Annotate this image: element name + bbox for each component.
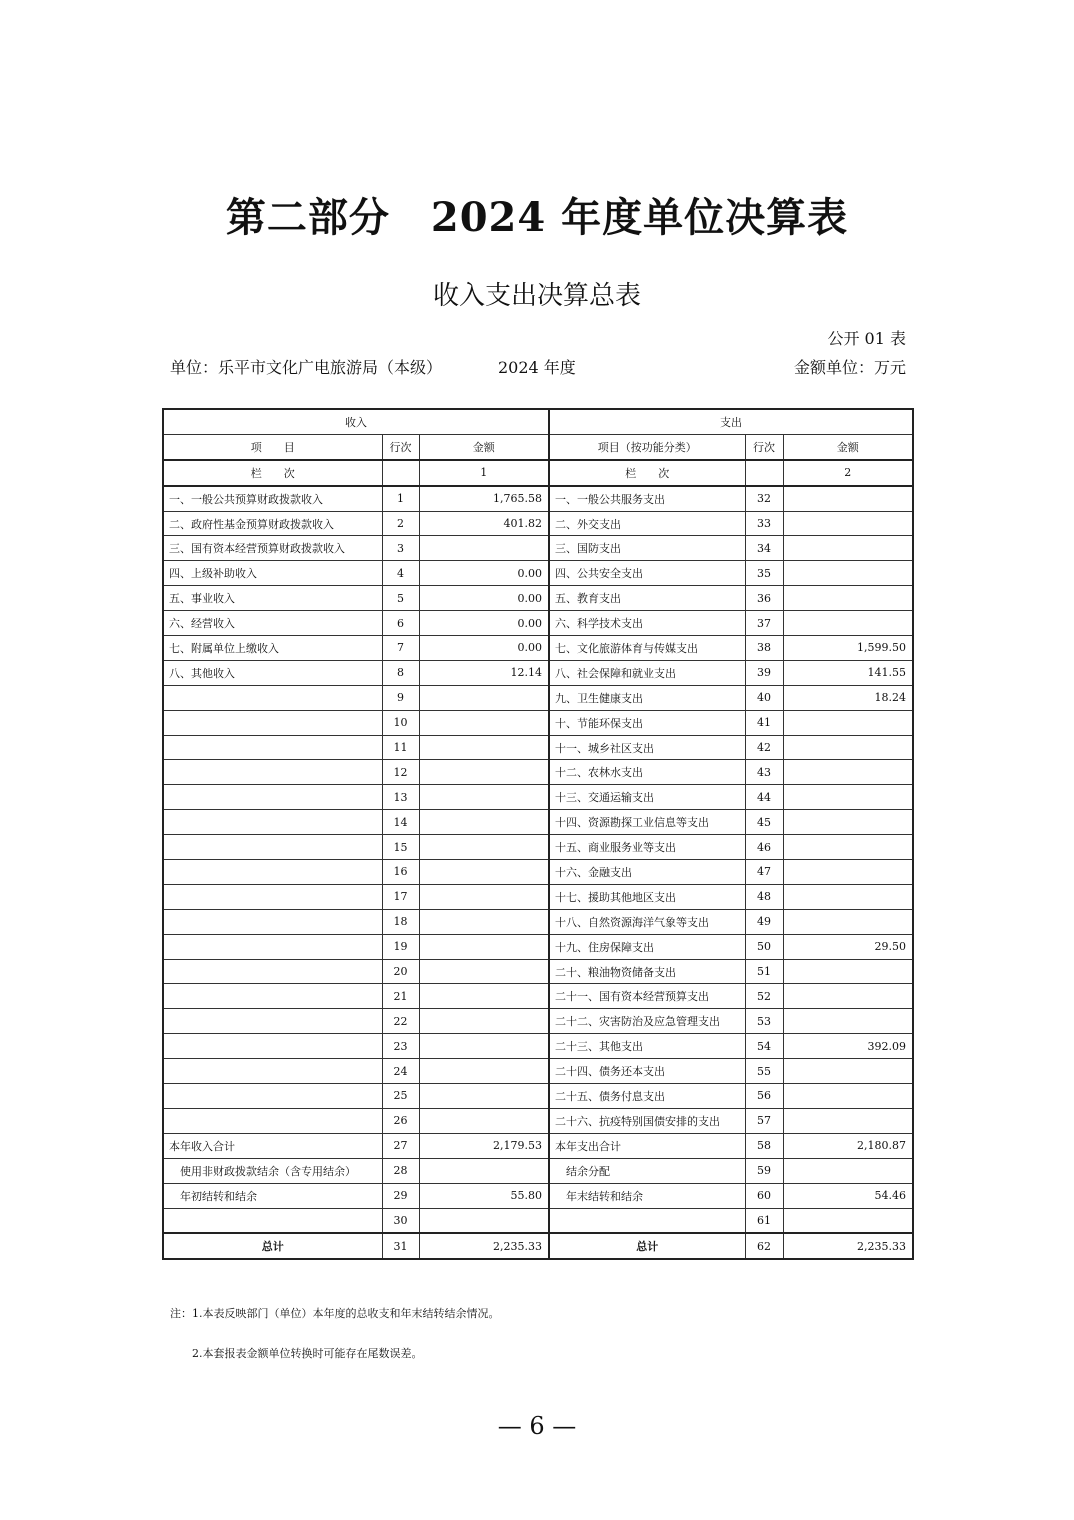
table-row	[163, 1059, 913, 1084]
expense-item: 十八、自然资源海洋气象等支出	[549, 909, 745, 934]
income-item: 二、政府性基金预算财政拨款收入	[163, 511, 382, 536]
expense-item: 九、卫生健康支出	[549, 685, 745, 710]
table-row	[163, 810, 913, 835]
income-amount: 12.14	[419, 660, 549, 685]
income-item	[163, 984, 382, 1009]
income-rowno: 23	[382, 1034, 419, 1059]
income-item: 五、事业收入	[163, 586, 382, 611]
income-amount: 401.82	[419, 511, 549, 536]
income-amount	[419, 760, 549, 785]
income-rowno: 8	[382, 660, 419, 685]
income-item: 本年收入合计	[163, 1133, 382, 1158]
expense-amount: 29.50	[783, 934, 913, 959]
income-rowno: 15	[382, 835, 419, 860]
income-item	[163, 760, 382, 785]
expense-item: 十二、农林水支出	[549, 760, 745, 785]
expense-item: 二十四、债务还本支出	[549, 1059, 745, 1084]
expense-col-label: 栏 次	[549, 460, 745, 486]
expense-amount	[783, 835, 913, 860]
page-number: — 6 —	[497, 1412, 577, 1440]
income-total-label: 总计	[163, 1233, 382, 1259]
expense-item: 十五、商业服务业等支出	[549, 835, 745, 860]
income-amount	[419, 810, 549, 835]
income-rowno: 11	[382, 735, 419, 760]
income-amount	[419, 959, 549, 984]
income-amount	[419, 1059, 549, 1084]
table-row	[163, 760, 913, 785]
income-item	[163, 909, 382, 934]
income-item	[163, 1108, 382, 1133]
expense-item: 四、公共安全支出	[549, 561, 745, 586]
income-rowno: 19	[382, 934, 419, 959]
income-amount	[419, 1158, 549, 1183]
income-rowno: 20	[382, 959, 419, 984]
expense-item: 二十一、国有资本经营预算支出	[549, 984, 745, 1009]
fiscal-year: 2024 年度	[498, 358, 576, 377]
income-rowno: 1	[382, 486, 419, 511]
table-body	[163, 486, 913, 1234]
table-row	[163, 685, 913, 710]
expense-item: 二十、粮油物资储备支出	[549, 959, 745, 984]
table-row	[163, 536, 913, 561]
table-row	[163, 984, 913, 1009]
income-item: 八、其他收入	[163, 660, 382, 685]
expense-amount: 18.24	[783, 685, 913, 710]
income-col-blank	[382, 460, 419, 486]
income-amount	[419, 1084, 549, 1109]
expense-rowno-header: 行次	[745, 434, 783, 459]
income-header: 收入	[163, 409, 549, 434]
expense-amount	[783, 1208, 913, 1233]
expense-total-rowno: 62	[745, 1233, 783, 1259]
table-row	[163, 636, 913, 661]
income-item	[163, 685, 382, 710]
table-row	[163, 1009, 913, 1034]
unit-label: 单位：乐平市文化广电旅游局（本级）	[170, 358, 443, 377]
income-rowno: 28	[382, 1158, 419, 1183]
income-rowno: 27	[382, 1133, 419, 1158]
expense-item	[549, 1208, 745, 1233]
expense-amount	[783, 909, 913, 934]
expense-rowno: 32	[745, 486, 783, 511]
income-rowno: 16	[382, 860, 419, 885]
expense-rowno: 43	[745, 760, 783, 785]
expense-item: 五、教育支出	[549, 586, 745, 611]
income-rowno: 25	[382, 1084, 419, 1109]
income-amount	[419, 1208, 549, 1233]
income-item	[163, 1009, 382, 1034]
expense-rowno: 45	[745, 810, 783, 835]
table-row	[163, 785, 913, 810]
income-amount	[419, 685, 549, 710]
table-row	[163, 934, 913, 959]
income-rowno: 9	[382, 685, 419, 710]
income-amount: 0.00	[419, 586, 549, 611]
income-amount: 0.00	[419, 611, 549, 636]
table-title: 收入支出决算总表	[432, 281, 641, 311]
table-row	[163, 1133, 913, 1158]
expense-rowno: 37	[745, 611, 783, 636]
expense-rowno: 42	[745, 735, 783, 760]
income-rowno: 2	[382, 511, 419, 536]
expense-item: 十、节能环保支出	[549, 710, 745, 735]
income-item: 四、上级补助收入	[163, 561, 382, 586]
expense-item: 二十二、灾害防治及应急管理支出	[549, 1009, 745, 1034]
income-expense-table	[162, 408, 914, 1260]
income-amount: 0.00	[419, 636, 549, 661]
expense-total-amount: 2,235.33	[783, 1233, 913, 1259]
expense-amount	[783, 561, 913, 586]
expense-col-index: 2	[783, 460, 913, 486]
group-header-row	[163, 409, 913, 434]
income-amount: 1,765.58	[419, 486, 549, 511]
income-amount	[419, 934, 549, 959]
expense-rowno: 35	[745, 561, 783, 586]
table-row	[163, 710, 913, 735]
income-amount	[419, 909, 549, 934]
expense-rowno: 47	[745, 860, 783, 885]
income-item: 六、经营收入	[163, 611, 382, 636]
expense-item: 十七、援助其他地区支出	[549, 884, 745, 909]
income-rowno: 24	[382, 1059, 419, 1084]
income-rowno: 7	[382, 636, 419, 661]
income-rowno: 4	[382, 561, 419, 586]
income-item: 年初结转和结余	[163, 1183, 382, 1208]
income-amount-header: 金额	[419, 434, 549, 459]
income-item: 使用非财政拨款结余（含专用结余）	[163, 1158, 382, 1183]
income-rowno-header: 行次	[382, 434, 419, 459]
expense-item: 二、外交支出	[549, 511, 745, 536]
income-total-amount: 2,235.33	[419, 1233, 549, 1259]
expense-item: 十六、金融支出	[549, 860, 745, 885]
table-row	[163, 1158, 913, 1183]
table-row	[163, 486, 913, 511]
table-row	[163, 884, 913, 909]
expense-rowno: 46	[745, 835, 783, 860]
income-amount	[419, 536, 549, 561]
income-rowno: 3	[382, 536, 419, 561]
expense-amount	[783, 735, 913, 760]
expense-rowno: 61	[745, 1208, 783, 1233]
table-row	[163, 860, 913, 885]
expense-item: 十九、住房保障支出	[549, 934, 745, 959]
table-row	[163, 511, 913, 536]
table-row	[163, 586, 913, 611]
expense-amount	[783, 486, 913, 511]
expense-rowno: 41	[745, 710, 783, 735]
expense-header: 支出	[549, 409, 913, 434]
expense-amount	[783, 536, 913, 561]
expense-rowno: 36	[745, 586, 783, 611]
expense-rowno: 55	[745, 1059, 783, 1084]
expense-rowno: 56	[745, 1084, 783, 1109]
expense-rowno: 40	[745, 685, 783, 710]
income-rowno: 22	[382, 1009, 419, 1034]
expense-amount: 141.55	[783, 660, 913, 685]
expense-item: 本年支出合计	[549, 1133, 745, 1158]
income-amount	[419, 884, 549, 909]
income-item	[163, 884, 382, 909]
income-item	[163, 1034, 382, 1059]
expense-rowno: 49	[745, 909, 783, 934]
page-title: 第二部分 2024 年度单位决算表	[225, 194, 849, 241]
income-rowno: 29	[382, 1183, 419, 1208]
income-item	[163, 785, 382, 810]
expense-item: 六、科学技术支出	[549, 611, 745, 636]
income-total-rowno: 31	[382, 1233, 419, 1259]
expense-item: 十一、城乡社区支出	[549, 735, 745, 760]
expense-rowno: 54	[745, 1034, 783, 1059]
income-amount	[419, 835, 549, 860]
expense-rowno: 44	[745, 785, 783, 810]
column-header-row	[163, 434, 913, 459]
income-rowno: 5	[382, 586, 419, 611]
income-item	[163, 934, 382, 959]
table-row	[163, 1084, 913, 1109]
table-row	[163, 1208, 913, 1233]
income-rowno: 13	[382, 785, 419, 810]
expense-item: 十四、资源勘探工业信息等支出	[549, 810, 745, 835]
income-amount	[419, 1034, 549, 1059]
expense-rowno: 57	[745, 1108, 783, 1133]
expense-rowno: 50	[745, 934, 783, 959]
expense-item: 七、文化旅游体育与传媒支出	[549, 636, 745, 661]
expense-amount	[783, 984, 913, 1009]
income-amount	[419, 1009, 549, 1034]
expense-amount	[783, 511, 913, 536]
income-amount: 2,179.53	[419, 1133, 549, 1158]
expense-total-label: 总计	[549, 1233, 745, 1259]
expense-amount: 2,180.87	[783, 1133, 913, 1158]
expense-amount	[783, 884, 913, 909]
income-rowno: 12	[382, 760, 419, 785]
income-item	[163, 710, 382, 735]
income-amount	[419, 735, 549, 760]
table-row	[163, 1034, 913, 1059]
expense-amount	[783, 760, 913, 785]
income-amount	[419, 1108, 549, 1133]
expense-rowno: 59	[745, 1158, 783, 1183]
income-rowno: 30	[382, 1208, 419, 1233]
expense-amount	[783, 959, 913, 984]
amount-unit: 金额单位：万元	[793, 358, 906, 377]
income-item	[163, 959, 382, 984]
income-rowno: 21	[382, 984, 419, 1009]
expense-rowno: 58	[745, 1133, 783, 1158]
income-item	[163, 735, 382, 760]
expense-rowno: 60	[745, 1183, 783, 1208]
expense-item: 二十三、其他支出	[549, 1034, 745, 1059]
expense-rowno: 48	[745, 884, 783, 909]
income-amount: 0.00	[419, 561, 549, 586]
expense-amount	[783, 710, 913, 735]
expense-rowno: 52	[745, 984, 783, 1009]
income-item: 一、一般公共预算财政拨款收入	[163, 486, 382, 511]
income-amount	[419, 785, 549, 810]
table-row	[163, 660, 913, 685]
expense-amount	[783, 1084, 913, 1109]
income-amount	[419, 710, 549, 735]
expense-amount: 1,599.50	[783, 636, 913, 661]
income-rowno: 26	[382, 1108, 419, 1133]
table-row	[163, 1108, 913, 1133]
income-rowno: 14	[382, 810, 419, 835]
income-amount	[419, 860, 549, 885]
table-row	[163, 959, 913, 984]
expense-rowno: 39	[745, 660, 783, 685]
income-rowno: 6	[382, 611, 419, 636]
expense-amount: 392.09	[783, 1034, 913, 1059]
expense-rowno: 34	[745, 536, 783, 561]
footnote-1: 注：1.本表反映部门（单位）本年度的总收支和年末结转结余情况。	[170, 1307, 500, 1320]
income-col-index: 1	[419, 460, 549, 486]
table-row	[163, 835, 913, 860]
income-item: 七、附属单位上缴收入	[163, 636, 382, 661]
table-row	[163, 1183, 913, 1208]
expense-item: 二十五、债务付息支出	[549, 1084, 745, 1109]
expense-amount: 54.46	[783, 1183, 913, 1208]
footnote-2: 2.本套报表金额单位转换时可能存在尾数误差。	[192, 1347, 423, 1360]
expense-item: 十三、交通运输支出	[549, 785, 745, 810]
expense-rowno: 38	[745, 636, 783, 661]
expense-amount	[783, 611, 913, 636]
income-item	[163, 1059, 382, 1084]
income-col-label: 栏 次	[163, 460, 382, 486]
form-number: 公开 01 表	[827, 329, 906, 348]
table-row	[163, 611, 913, 636]
expense-item: 年末结转和结余	[549, 1183, 745, 1208]
expense-item-header: 项目（按功能分类）	[549, 434, 745, 459]
expense-amount	[783, 1108, 913, 1133]
income-item	[163, 1208, 382, 1233]
expense-amount	[783, 860, 913, 885]
income-amount: 55.80	[419, 1183, 549, 1208]
income-item: 三、国有资本经营预算财政拨款收入	[163, 536, 382, 561]
expense-rowno: 33	[745, 511, 783, 536]
income-item	[163, 835, 382, 860]
expense-amount	[783, 1059, 913, 1084]
expense-amount	[783, 586, 913, 611]
expense-item: 一、一般公共服务支出	[549, 486, 745, 511]
table-row	[163, 561, 913, 586]
expense-item: 八、社会保障和就业支出	[549, 660, 745, 685]
income-item	[163, 810, 382, 835]
expense-amount	[783, 785, 913, 810]
expense-item: 二十六、抗疫特别国债安排的支出	[549, 1108, 745, 1133]
expense-amount	[783, 810, 913, 835]
expense-amount-header: 金额	[783, 434, 913, 459]
income-item-header: 项 目	[163, 434, 382, 459]
expense-amount	[783, 1158, 913, 1183]
expense-item: 结余分配	[549, 1158, 745, 1183]
expense-amount	[783, 1009, 913, 1034]
table-row	[163, 909, 913, 934]
expense-col-blank	[745, 460, 783, 486]
expense-item: 三、国防支出	[549, 536, 745, 561]
column-index-row	[163, 460, 913, 486]
income-rowno: 10	[382, 710, 419, 735]
income-rowno: 17	[382, 884, 419, 909]
income-item	[163, 1084, 382, 1109]
expense-rowno: 53	[745, 1009, 783, 1034]
income-rowno: 18	[382, 909, 419, 934]
income-item	[163, 860, 382, 885]
table-row	[163, 735, 913, 760]
expense-rowno: 51	[745, 959, 783, 984]
total-row	[163, 1233, 913, 1259]
income-amount	[419, 984, 549, 1009]
